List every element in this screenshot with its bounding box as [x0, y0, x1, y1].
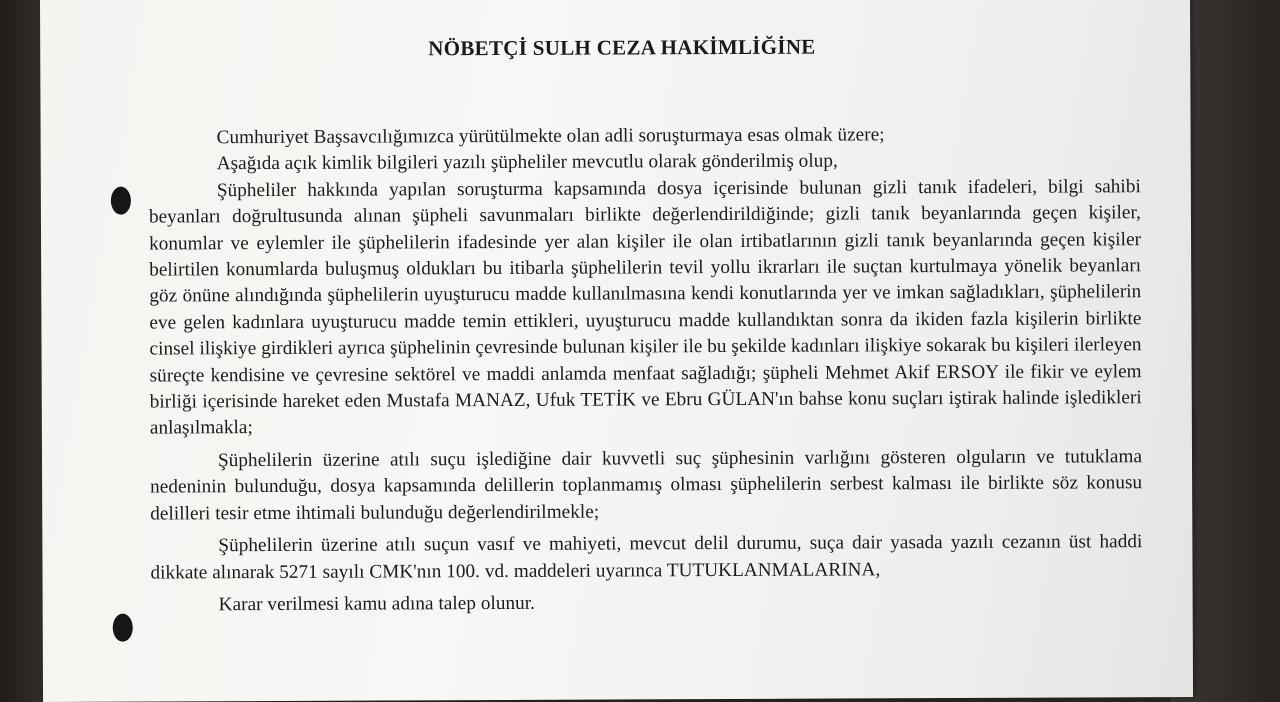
paragraph-closing: Karar verilmesi kamu adına talep olunur. — [218, 592, 536, 616]
document-body — [149, 121, 1143, 619]
paragraph-suspects-sent: Aşağıda açık kimlik bilgileri yazılı şüpheliler mevcutlu olarak gönderilmiş olup, — [216, 150, 838, 175]
punch-hole-top — [111, 187, 131, 215]
paragraph-intro: Cumhuriyet Başsavcılığımızca yürütülmekte olan adli soruşturmaya esas olmak üzere; — [216, 124, 885, 149]
paragraph-investigation-findings: Şüpheliler hakkında yapılan soruşturma kapsamında dosya içerisinde bulunan gizli tanık ifadeleri, bilgi sahibi beyanları doğrultusunda alınan şüpheli savunmaları birlikte değerlendirildiğinde; gizli tanık beyanlarında geçen kişiler, konumlar ve eylemler ile şüphelilerin ifadesinde yer alan kişiler ile olan irtibatlarının gizli tanık beyanlarında geçen kişiler belirtilen konumlarda buluşmuş oldukları bu itibarla şüphelilerin tevil yollu ikrarları ile suçtan kurtulmaya yönelik beyanları göz önüne alındığında şüphelilerin uyuşturucu madde kullanılmasına kendi konutlarında yer ve imkan sağladıkları, şüphelilerin eve gelen kadınlara uyuşturucu madde temin ettikleri, uyuşturucu madde kullandıktan sonra da ikiden fazla kişilerin birlikte cinsel ilişkiye girdikleri ayrıca şüphelinin çevresinde bulunan kişiler ile bu şekilde kadınları ilişkiye sokarak bu kişileri ilerleyen süreçte kendisine ve çevresine sektörel ve maddi anlamda menfaat sağladığı; şüpheli Mehmet Akif ERSOY ile fikir ve eylem birliği içerisinde hareket eden Mustafa MANAZ, Ufuk TETİK ve Ebru GÜLAN'ın bahse konu suçları iştirak halinde işledikleri anlaşılmakla; — [148, 176, 1142, 439]
paper-sheet — [40, 0, 1193, 702]
paragraph-evidence-risk: Şüphelilerin üzerine atılı suçu işlediğine dair kuvvetli suç şüphesinin varlığını gösteren olguların ve tutuklama nedeninin bulunduğu, dosya kapsamında delillerin toplanmamış olması şüphelilerin serbest kalması ile birlikte söz konusu delilleri tesir etme ihtimali bulunduğu değerlendirilmekle; — [150, 446, 1143, 525]
punch-hole-bottom — [113, 614, 133, 642]
paragraph-arrest-request: Şüphelilerin üzerine atılı suçun vasıf ve mahiyeti, mevcut delil durumu, suça dair yasada yazılı cezanın üst haddi dikkate alınarak 5271 sayılı CMK'nın 100. vd. maddeleri uyarınca TUTUKLANMALARINA, — [150, 531, 1143, 584]
document-heading: NÖBETÇİ SULH CEZA HAKİMLİĞİNE — [428, 34, 816, 61]
